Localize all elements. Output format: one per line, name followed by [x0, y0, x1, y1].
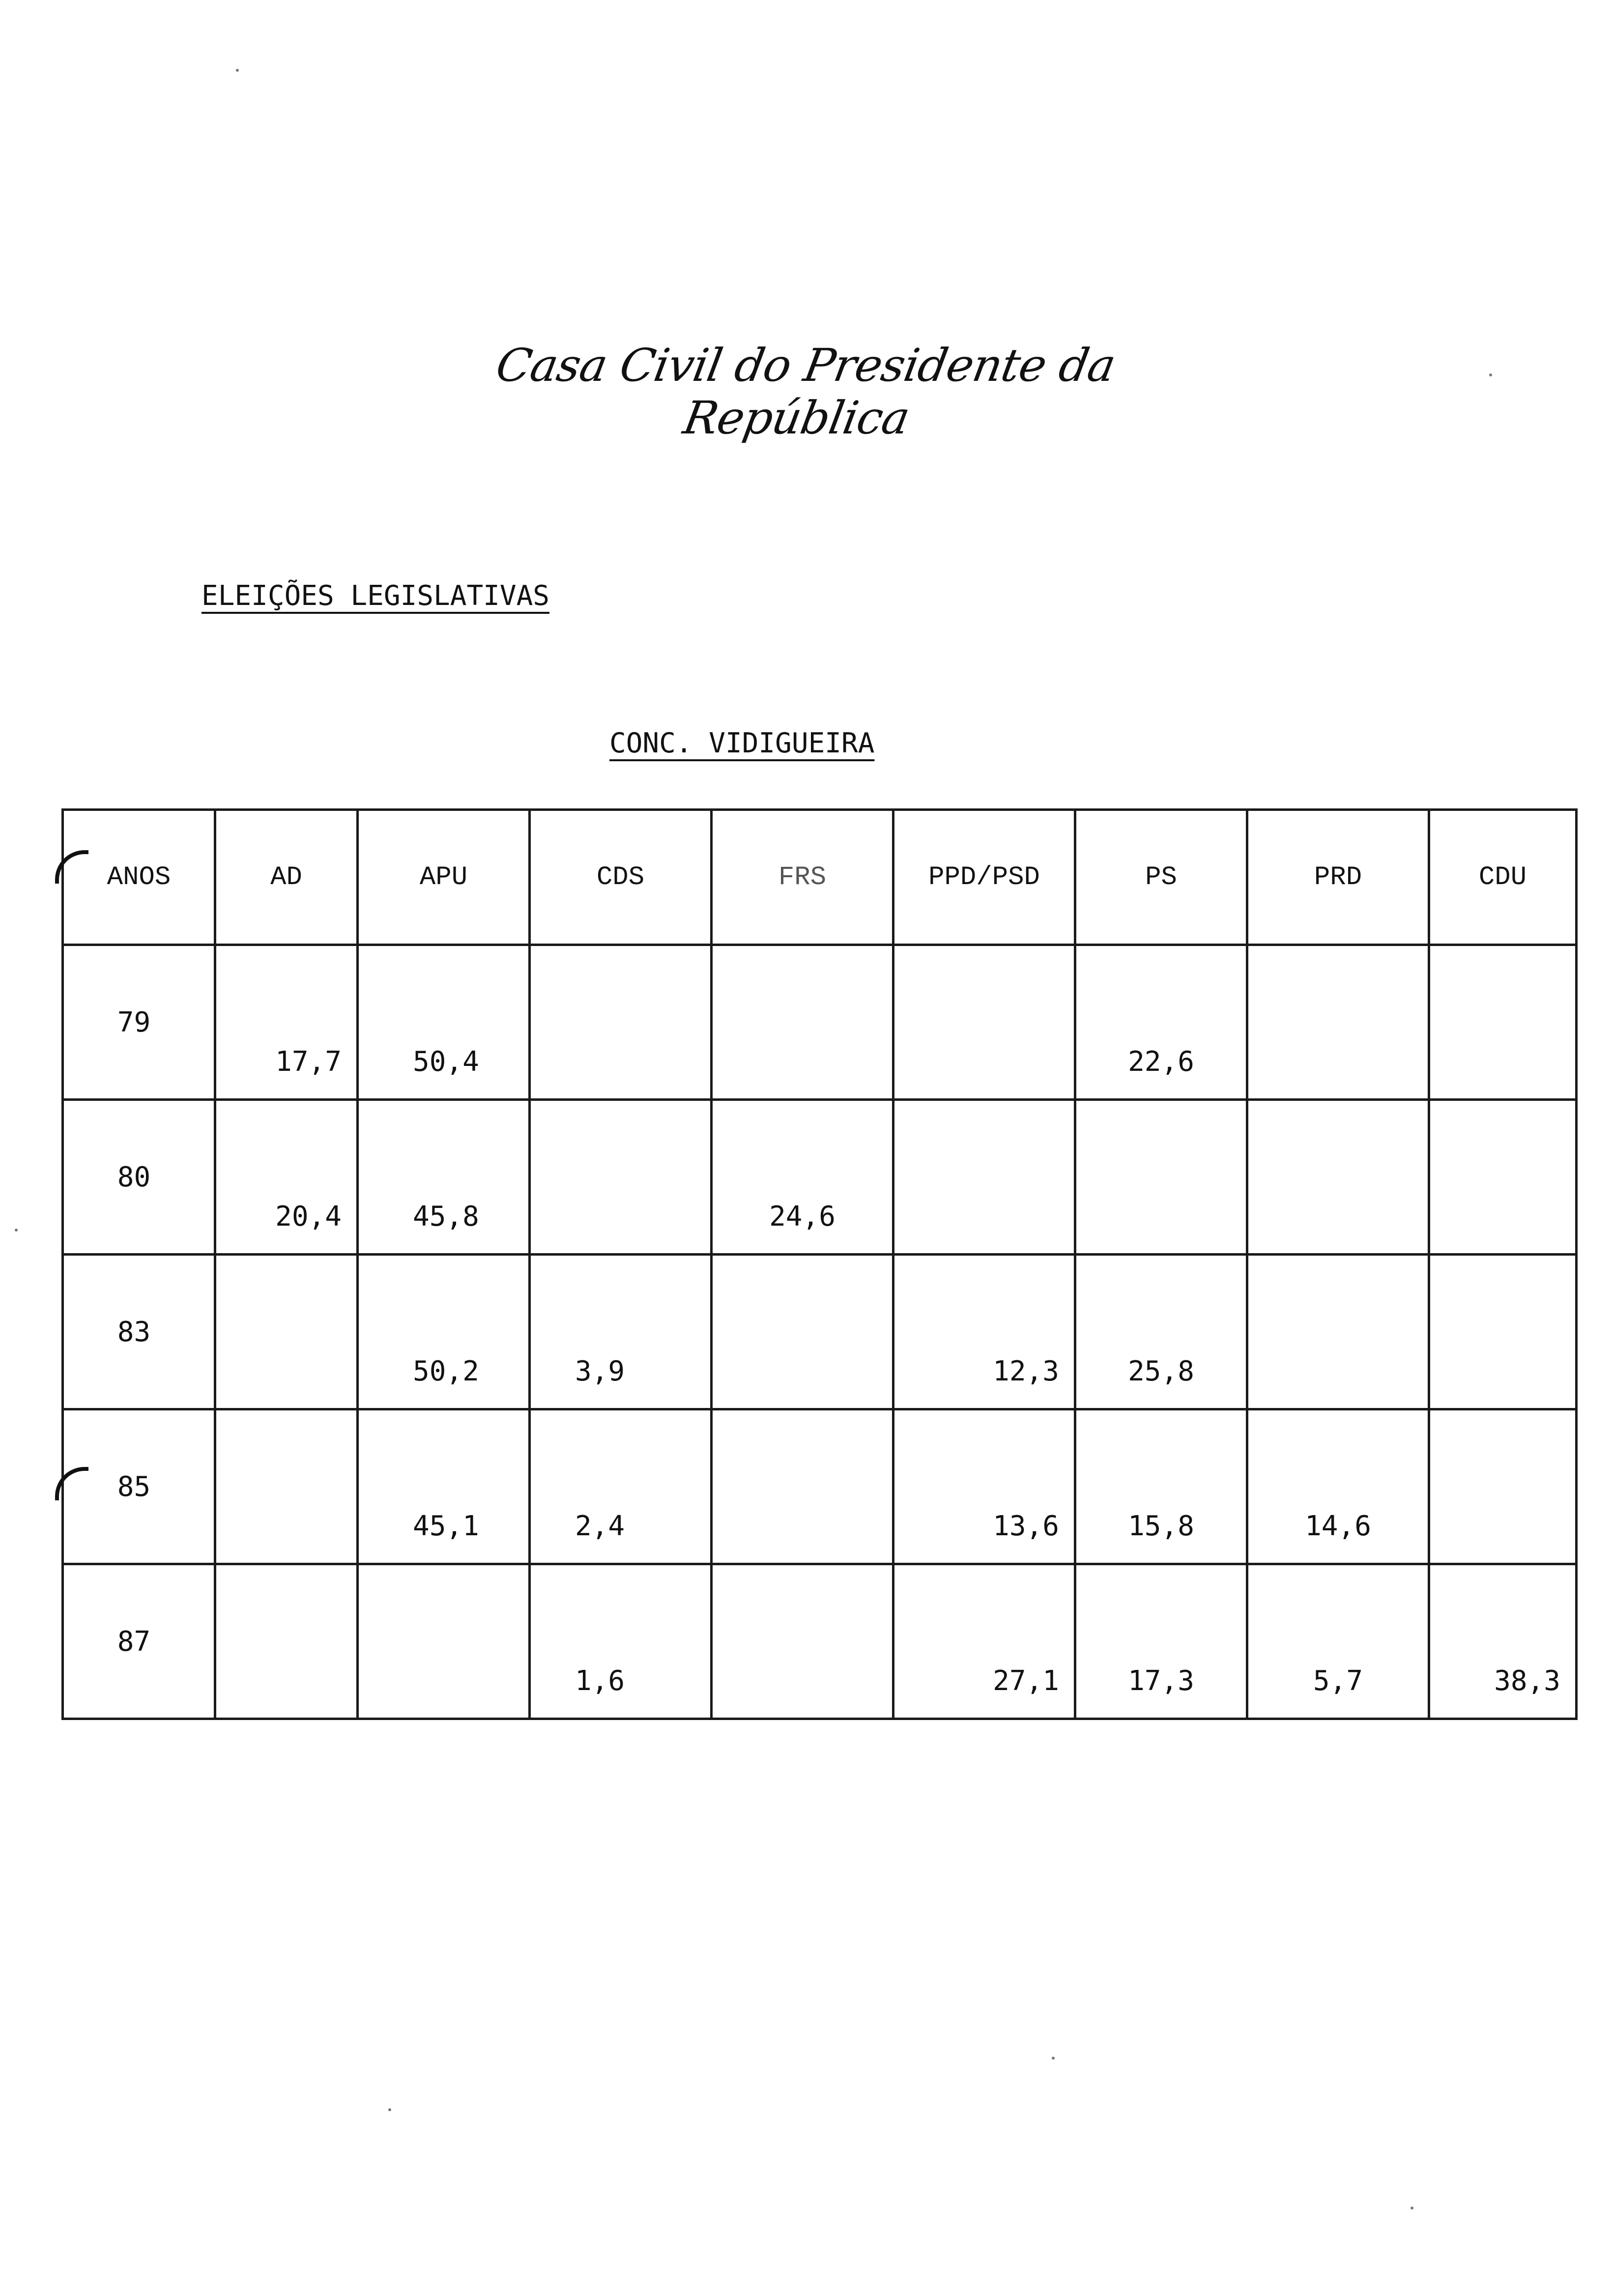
scan-speck: [1052, 2057, 1055, 2060]
table-cell: 14,6: [1247, 1409, 1429, 1564]
table-cell: [530, 1100, 712, 1255]
table-row: [63, 1100, 1577, 1255]
table-cell: [1429, 1409, 1577, 1564]
letterhead: Casa Civil do Presidente da República: [492, 339, 1120, 444]
table-cell: [893, 945, 1075, 1100]
table-cell: 25,8: [1075, 1255, 1247, 1409]
table-cell: 17,3: [1075, 1564, 1247, 1719]
scan-speck: [1410, 2207, 1413, 2210]
scan-speck: [236, 69, 239, 72]
table-cell: [358, 1564, 530, 1719]
table-cell: [1429, 945, 1577, 1100]
election-results-table: [61, 808, 1578, 1720]
table-cell: [530, 945, 712, 1100]
table-cell: 45,1: [358, 1409, 530, 1564]
header-prd: PRD: [1247, 810, 1429, 945]
table-cell: 13,6: [893, 1409, 1075, 1564]
table-cell: 1,6: [530, 1564, 712, 1719]
table-cell: 3,9: [530, 1255, 712, 1409]
table-cell: [215, 1255, 358, 1409]
header-ppd-psd: PPD/PSD: [893, 810, 1075, 945]
table-cell: 22,6: [1075, 945, 1247, 1100]
table-cell: 5,7: [1247, 1564, 1429, 1719]
header-ad: AD: [215, 810, 358, 945]
table-cell: [712, 1255, 893, 1409]
table-row: [63, 945, 1577, 1100]
table-cell: 12,3: [893, 1255, 1075, 1409]
table-cell: 50,4: [358, 945, 530, 1100]
table-cell: [1247, 945, 1429, 1100]
table-cell: [712, 945, 893, 1100]
header-row: [63, 810, 1577, 945]
table-cell: 50,2: [358, 1255, 530, 1409]
year-cell: 80: [63, 1100, 215, 1255]
table-row: [63, 1255, 1577, 1409]
table-cell: [712, 1564, 893, 1719]
table-cell: [893, 1100, 1075, 1255]
scan-speck: [15, 1229, 18, 1232]
year-cell: 87: [63, 1564, 215, 1719]
year-cell: 85: [63, 1409, 215, 1564]
table-cell: 24,6: [712, 1100, 893, 1255]
table-row: [63, 1564, 1577, 1719]
header-frs: FRS: [712, 810, 893, 945]
binding-mark: [55, 850, 88, 884]
table-cell: [215, 1564, 358, 1719]
table-cell: 27,1: [893, 1564, 1075, 1719]
table-cell: [215, 1409, 358, 1564]
header-anos: ANOS: [63, 810, 215, 945]
header-apu: APU: [358, 810, 530, 945]
table-cell: 45,8: [358, 1100, 530, 1255]
table-row: [63, 1409, 1577, 1564]
scan-speck: [1489, 373, 1492, 376]
table-cell: 20,4: [215, 1100, 358, 1255]
table-cell: [1247, 1100, 1429, 1255]
binding-mark: [55, 1467, 88, 1500]
year-cell: 83: [63, 1255, 215, 1409]
header-ps: PS: [1075, 810, 1247, 945]
document-subtitle: CONC. VIDIGUEIRA: [609, 727, 875, 759]
header-cds: CDS: [530, 810, 712, 945]
table-cell: [712, 1409, 893, 1564]
document-title: ELEIÇÕES LEGISLATIVAS: [202, 580, 550, 612]
table-cell: 38,3: [1429, 1564, 1577, 1719]
table-cell: 2,4: [530, 1409, 712, 1564]
table-cell: 15,8: [1075, 1409, 1247, 1564]
table-cell: 17,7: [215, 945, 358, 1100]
table-cell: [1429, 1255, 1577, 1409]
table-cell: [1247, 1255, 1429, 1409]
table-cell: [1429, 1100, 1577, 1255]
scan-speck: [388, 2108, 391, 2111]
year-cell: 79: [63, 945, 215, 1100]
table-cell: [1075, 1100, 1247, 1255]
header-cdu: CDU: [1429, 810, 1577, 945]
